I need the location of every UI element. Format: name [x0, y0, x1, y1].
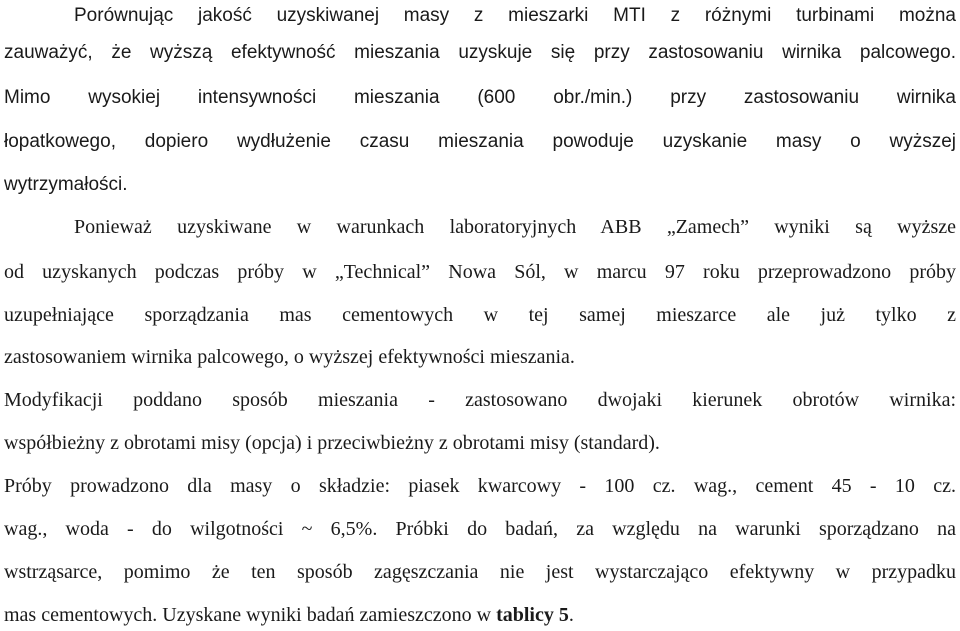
paragraph2-line: Modyfikacji poddano sposób mieszania - zastosowano dwojaki kierunek obrotów wirnika:	[4, 389, 956, 411]
paragraph1-line: Porównując jakość uzyskiwanej masy z mieszarki MTI z różnymi turbinami można	[74, 5, 956, 26]
paragraph2-line: od uzyskanych podczas próby w „Technical” Nowa Sól, w marcu 97 roku przeprowadzono próby	[4, 261, 956, 283]
paragraph2-last-line	[4, 603, 956, 627]
paragraph1-line: wytrzymałości.	[4, 174, 128, 195]
paragraph2-line: wstrząsarce, pomimo że ten sposób zagęszczania nie jest wystarczająco efektywny w przypadku	[4, 561, 956, 583]
paragraph2-line: wag., woda - do wilgotności ~ 6,5%. Próbki do badań, za względu na warunki sporządzano na	[4, 518, 956, 540]
paragraph1-line: Mimo wysokiej intensywności mieszania (600 obr./min.) przy zastosowaniu wirnika	[4, 87, 956, 108]
paragraph2-line: uzupełniające sporządzania mas cementowych w tej samej mieszarce ale już tylko z	[4, 304, 956, 326]
last-line-period: .	[568, 604, 574, 626]
paragraph1-line: zauważyć, że wyższą efektywność mieszania uzyskuje się przy zastosowaniu wirnika palcowego.	[4, 42, 956, 63]
paragraph2-line: Próby prowadzono dla masy o składzie: piasek kwarcowy - 100 cz. wag., cement 45 - 10 cz.	[4, 475, 956, 497]
table-reference: tablicy 5	[496, 604, 569, 626]
paragraph2-line: współbieżny z obrotami misy (opcja) i przeciwbieżny z obrotami misy (standard).	[4, 432, 660, 454]
paragraph2-line: Ponieważ uzyskiwane w warunkach laboratoryjnych ABB „Zamech” wyniki są wyższe	[74, 216, 956, 238]
paragraph2-line: zastosowaniem wirnika palcowego, o wyższej efektywności mieszania.	[4, 346, 575, 368]
paragraph1-line: łopatkowego, dopiero wydłużenie czasu mieszania powoduje uzyskanie masy o wyższej	[4, 131, 956, 152]
last-line-text: mas cementowych. Uzyskane wyniki badań zamieszczono w	[4, 604, 497, 626]
